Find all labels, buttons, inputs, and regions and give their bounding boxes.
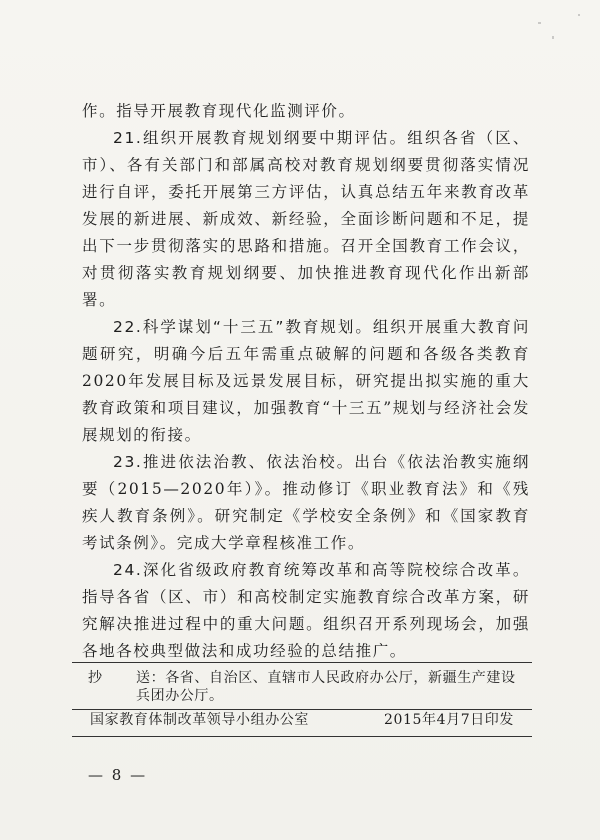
item-heading: 21.组织开展教育规划纲要中期评估。 (113, 129, 408, 147)
item-heading: 22.科学谋划“十三五”教育规划。 (113, 318, 373, 336)
scan-speck (552, 36, 554, 39)
paragraph-text: 组织开展重大教育问题研究，明确今后五年需重点破解的问题和各级各类教育2020年发展目标及远景发展目标，研究提出拟实施的重大教育政策和项目建议，加强教育“十三五”规划与经济社会发展规划的衔接。 (82, 318, 530, 444)
paragraph-item-24 (82, 557, 530, 665)
document-body (82, 98, 530, 665)
paragraph-item-21 (82, 125, 530, 314)
page-number: — 8 — (88, 766, 148, 784)
scan-speck (578, 14, 580, 16)
item-heading: 23.推进依法治教、依法治校。 (113, 453, 355, 471)
cc-recipients: 送：各省、自治区、直辖市人民政府办公厅，新疆生产建设兵团办公厅。 (136, 670, 516, 704)
paragraph-text: 组织各省（区、市）、各有关部门和部属高校对教育规划纲要贯彻落实情况进行自评，委托开展第三方评估，认真总结五年来教育改革发展的新进展、新成效、新经验，全面诊断问题和不足，提出下一步贯彻落实的思路和措施。召开全国教育工作会议，对贯彻落实教育规划纲要、加快推进教育现代化作出新部署。 (82, 129, 530, 309)
paragraph-item-23 (82, 449, 530, 557)
paragraph-text: 出台《依法治教实施纲要（2015—2020年）》。推动修订《职业教育法》和《残疾人教育条例》。研究制定《学校安全条例》和《国家教育考试条例》。完成大学章程核准工作。 (82, 453, 530, 552)
scan-speck (538, 22, 541, 24)
paragraph-text: 指导各省（区、市）和高校制定实施教育综合改革方案，研究解决推进过程中的重大问题。组织召开系列现场会，加强各地各校典型做法和成功经验的总结推广。 (82, 588, 530, 660)
issue-date: 2015年4月7日印发 (383, 712, 514, 728)
cc-label: 抄 (88, 670, 103, 686)
item-heading: 24.深化省级政府教育统筹改革和高等院校综合改革。 (113, 561, 530, 579)
paragraph-continuation (82, 98, 530, 125)
paragraph-text: 作。指导开展教育现代化监测评价。 (82, 102, 356, 120)
issuing-office: 国家教育体制改革领导小组办公室 (90, 712, 309, 728)
issuer-line (72, 700, 532, 737)
paragraph-item-22 (82, 314, 530, 449)
